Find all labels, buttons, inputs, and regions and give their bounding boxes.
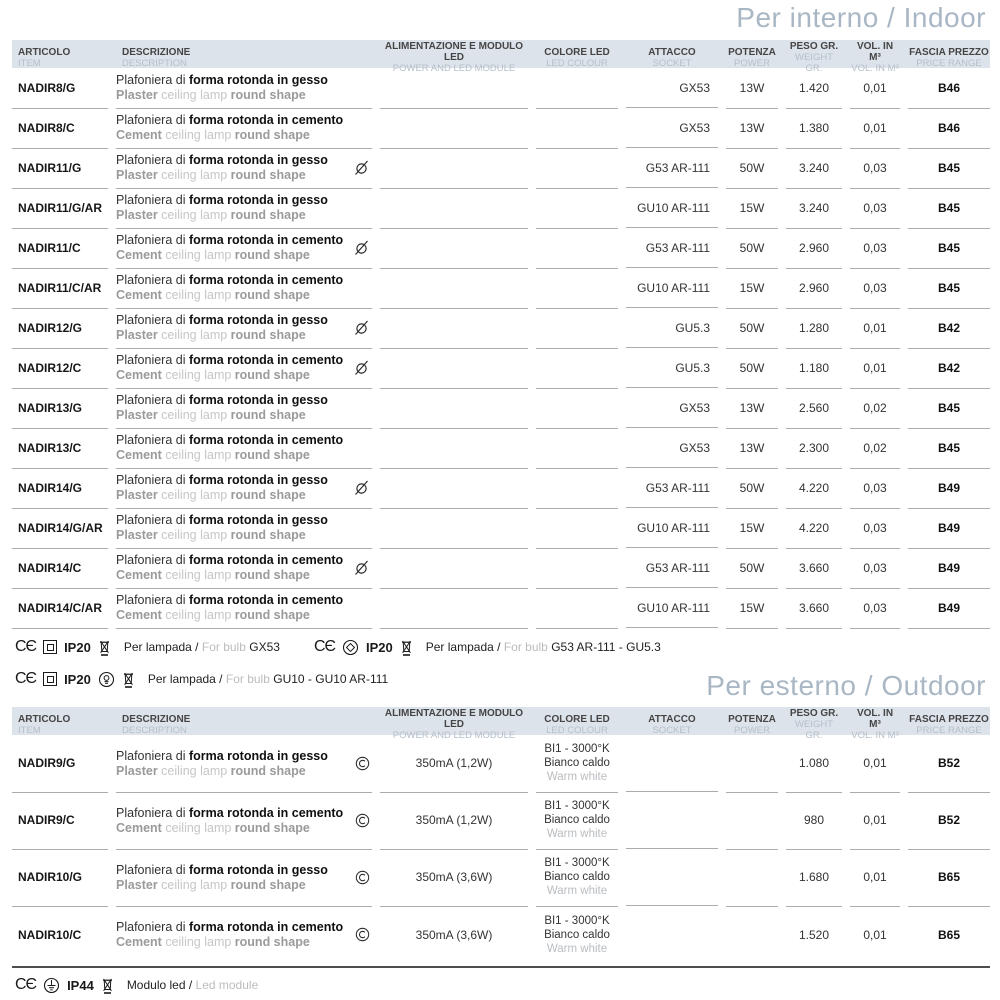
price-range: B45 [908, 188, 990, 229]
volume: 0,01 [850, 735, 900, 793]
led-colour-cell [536, 588, 618, 629]
led-colour-cell [536, 508, 618, 549]
col-header-peso: PESO GR. WEIGHT GR. [789, 708, 839, 741]
weight: 1.080 [786, 735, 842, 793]
led-colour-cell [536, 849, 618, 907]
socket: GU5.3 [626, 308, 718, 348]
socket [626, 906, 718, 963]
table-row [12, 735, 990, 792]
col-header-peso: PESO GR. WEIGHT GR. [789, 41, 839, 74]
description-cell: Plafoniera di forma rotonda in cemento Cement ceiling lamp round shape [116, 268, 372, 309]
col-header-descrizione: DESCRIZIONE DESCRIPTION [122, 46, 191, 69]
power: 50W [726, 348, 778, 389]
indoor-table [12, 40, 990, 628]
power: 13W [726, 68, 778, 109]
description-cell: Plafoniera di forma rotonda in gesso Plaster ceiling lamp round shape [116, 188, 372, 229]
weight: 1.280 [786, 308, 842, 349]
volume: 0,03 [850, 188, 900, 229]
col-header-fascia-prezzo: FASCIA PREZZO PRICE RANGE [909, 713, 989, 736]
description-cell: Plafoniera di forma rotonda in gesso Plaster ceiling lamp round shape [116, 308, 372, 349]
ip-rating: IP44 [67, 977, 94, 993]
description-cell: Plafoniera di forma rotonda in cemento Cement ceiling lamp round shape [116, 792, 372, 850]
table-row [12, 148, 990, 188]
power [726, 735, 778, 793]
note-text: Per lampada / For bulb G53 AR-111 - GU5.3 [425, 640, 661, 654]
description-cell: Plafoniera di forma rotonda in cemento Cement ceiling lamp round shape [116, 108, 372, 149]
led-colour-cell [536, 308, 618, 349]
indoor-notes-line-2 [15, 665, 388, 693]
socket: GU10 AR-111 [626, 268, 718, 308]
power-module [380, 348, 528, 389]
item-code: NADIR13/G [12, 388, 108, 429]
table-row [12, 308, 990, 348]
led-colour-cell [536, 428, 618, 469]
item-code: NADIR11/C [12, 228, 108, 269]
col-header-attacco: ATTACCO SOCKET [648, 46, 696, 69]
indoor-notes-line-1 [15, 633, 661, 661]
power-module: 350mA (3,6W) [415, 927, 493, 942]
ce-mark-icon: CЄ [15, 670, 37, 687]
power-module [380, 188, 528, 229]
led-colour-cell [536, 228, 618, 269]
table-row [12, 228, 990, 268]
weight: 1.520 [798, 927, 830, 942]
description-cell: Plafoniera di forma rotonda in cemento Cement ceiling lamp round shape [116, 228, 372, 269]
dimmable-icon [353, 239, 370, 256]
volume: 0,03 [850, 148, 900, 189]
led-module-icon [355, 927, 370, 942]
col-header-fascia-prezzo: FASCIA PREZZO PRICE RANGE [909, 46, 989, 69]
description-cell: Plafoniera di forma rotonda in gesso Plaster ceiling lamp round shape [116, 849, 372, 907]
table-row [12, 468, 990, 508]
weight: 1.680 [786, 849, 842, 907]
power-module [380, 308, 528, 349]
item-code: NADIR11/C/AR [12, 268, 108, 309]
power [726, 849, 778, 907]
power-module [380, 548, 528, 589]
power-module [380, 108, 528, 149]
outdoor-table-header [12, 707, 990, 741]
price-range: B45 [908, 428, 990, 469]
weight: 3.660 [786, 588, 842, 629]
outdoor-table [12, 707, 990, 963]
col-header-attacco: ATTACCO SOCKET [648, 713, 696, 736]
indoor-table-header [12, 40, 990, 74]
price-range: B49 [908, 588, 990, 629]
socket [626, 849, 718, 906]
weight: 2.960 [786, 268, 842, 309]
table-row [12, 68, 990, 108]
socket: GU5.3 [626, 348, 718, 388]
power-module [380, 68, 528, 109]
table-row [12, 588, 990, 628]
table-row [12, 108, 990, 148]
indoor-rows [12, 68, 990, 628]
weight: 3.660 [786, 548, 842, 589]
volume: 0,03 [850, 468, 900, 509]
ce-mark-icon: CЄ [15, 976, 37, 993]
description-cell: Plafoniera di forma rotonda in gesso Plaster ceiling lamp round shape [116, 148, 372, 189]
compliance-note [15, 976, 258, 994]
dimmable-icon [353, 559, 370, 576]
power: 15W [726, 588, 778, 629]
price-range: B46 [908, 68, 990, 109]
weight: 2.300 [786, 428, 842, 469]
col-header-colore-led: COLORE LED LED COLOUR [544, 46, 610, 69]
description-cell: Plafoniera di forma rotonda in cemento Cement ceiling lamp round shape [116, 428, 372, 469]
led-colour: BI1 - 3000°K Bianco caldo Warm white [544, 743, 610, 783]
led-colour-cell [536, 188, 618, 229]
socket: GU10 AR-111 [626, 588, 718, 628]
socket: GX53 [626, 68, 718, 108]
led-colour: BI1 - 3000°K Bianco caldo Warm white [544, 857, 610, 897]
weight: 1.180 [786, 348, 842, 389]
socket: GU10 AR-111 [626, 508, 718, 548]
section-title-indoor: Per interno / Indoor [736, 2, 986, 33]
volume: 0,01 [863, 927, 887, 942]
socket [626, 735, 718, 792]
power: 15W [726, 508, 778, 549]
power-module [380, 588, 528, 629]
led-colour: BI1 - 3000°K Bianco caldo Warm white [544, 800, 610, 840]
volume: 0,03 [850, 588, 900, 629]
volume: 0,03 [850, 228, 900, 269]
price-range: B45 [908, 228, 990, 269]
table-row [12, 508, 990, 548]
led-colour: BI1 - 3000°K Bianco caldo Warm white [544, 914, 610, 955]
power-module [380, 268, 528, 309]
description-cell: Plafoniera di forma rotonda in cemento Cement ceiling lamp round shape [116, 588, 372, 629]
led-colour-cell [536, 792, 618, 850]
item-code: NADIR11/G [12, 148, 108, 189]
volume: 0,02 [850, 388, 900, 429]
col-header-descrizione: DESCRIZIONE DESCRIPTION [122, 713, 191, 736]
led-colour-cell [536, 548, 618, 589]
table-row [12, 906, 990, 963]
class-ii-icon [43, 640, 57, 654]
compliance-note [15, 670, 388, 688]
power: 13W [726, 388, 778, 429]
weight: 3.240 [786, 148, 842, 189]
led-module-icon [355, 756, 370, 771]
volume: 0,02 [850, 428, 900, 469]
power-module [380, 508, 528, 549]
weee-bin-icon [122, 671, 135, 688]
item-code: NADIR14/C/AR [12, 588, 108, 629]
table-row [12, 792, 990, 849]
description-cell: Plafoniera di forma rotonda in gesso Plaster ceiling lamp round shape [116, 68, 372, 109]
led-colour-cell [536, 906, 618, 963]
earth-icon [43, 977, 60, 994]
led-colour-cell [536, 388, 618, 429]
price-range: B49 [908, 468, 990, 509]
item-code: NADIR14/C [12, 548, 108, 589]
power-module: 350mA (1,2W) [380, 735, 528, 793]
weee-bin-icon [101, 977, 114, 994]
power: 50W [726, 308, 778, 349]
table-row [12, 548, 990, 588]
socket: G53 AR-111 [626, 148, 718, 188]
price-range: B49 [908, 508, 990, 549]
section-title-outdoor: Per esterno / Outdoor [706, 670, 986, 701]
item-code: NADIR10/G [12, 849, 108, 907]
volume: 0,01 [850, 308, 900, 349]
power [726, 792, 778, 850]
col-header-articolo: ARTICOLO ITEM [18, 713, 71, 736]
led-colour-cell [536, 108, 618, 149]
note-text: Per lampada / For bulb GX53 [123, 640, 280, 654]
price-range: B45 [908, 268, 990, 309]
col-header-colore-led: COLORE LED LED COLOUR [544, 713, 610, 736]
weight: 3.240 [786, 188, 842, 229]
price-range: B45 [908, 388, 990, 429]
power-module [380, 468, 528, 509]
led-module-icon [355, 870, 370, 885]
led-module-icon [355, 813, 370, 828]
price-range: B65 [937, 927, 960, 942]
dimmable-icon [353, 159, 370, 176]
volume: 0,03 [850, 508, 900, 549]
power: 50W [726, 228, 778, 269]
note-text: Modulo led / Led module [126, 978, 259, 992]
led-colour-cell [536, 735, 618, 793]
description-cell: Plafoniera di forma rotonda in cemento Cement ceiling lamp round shape [116, 548, 372, 589]
power-module [380, 148, 528, 189]
compliance-note [15, 638, 280, 656]
item-code: NADIR9/G [12, 735, 108, 793]
description-cell: Plafoniera di forma rotonda in gesso Plaster ceiling lamp round shape [116, 508, 372, 549]
compliance-note [314, 638, 661, 656]
col-header-potenza: POTENZA POWER [728, 46, 776, 69]
weee-bin-icon [98, 639, 111, 656]
led-colour-cell [536, 348, 618, 389]
item-code: NADIR12/C [12, 348, 108, 389]
description-cell: Plafoniera di forma rotonda in cemento Cement ceiling lamp round shape [116, 348, 372, 389]
item-code: NADIR14/G/AR [12, 508, 108, 549]
item-code: NADIR13/C [12, 428, 108, 469]
socket: G53 AR-111 [626, 548, 718, 588]
volume: 0,01 [850, 792, 900, 850]
power-module [380, 388, 528, 429]
table-row [12, 849, 990, 906]
led-colour-cell [536, 68, 618, 109]
volume: 0,01 [850, 348, 900, 389]
table-row [12, 348, 990, 388]
power-module: 350mA (3,6W) [380, 849, 528, 907]
price-range: B42 [908, 348, 990, 389]
bottom-divider [12, 966, 990, 968]
outdoor-note-line [15, 972, 258, 998]
weee-bin-icon [400, 639, 413, 656]
weight: 1.380 [786, 108, 842, 149]
power: 15W [726, 268, 778, 309]
price-range: B52 [908, 735, 990, 793]
table-row [12, 268, 990, 308]
weight: 2.560 [786, 388, 842, 429]
col-header-alimentazione: ALIMENTAZIONE E MODULO LED POWER AND LED MODULE [384, 708, 524, 741]
socket: GX53 [626, 108, 718, 148]
power-module [380, 228, 528, 269]
volume: 0,03 [850, 268, 900, 309]
socket: G53 AR-111 [626, 228, 718, 268]
description-cell: Plafoniera di forma rotonda in gesso Plaster ceiling lamp round shape [116, 735, 372, 793]
led-colour-cell [536, 268, 618, 309]
volume: 0,01 [850, 68, 900, 109]
power-module [380, 428, 528, 469]
power-module: 350mA (1,2W) [380, 792, 528, 850]
ip-rating: IP20 [64, 639, 91, 655]
col-header-articolo: ARTICOLO ITEM [18, 46, 71, 69]
weight: 4.220 [786, 468, 842, 509]
table-row [12, 188, 990, 228]
col-header-alimentazione: ALIMENTAZIONE E MODULO LED POWER AND LED MODULE [384, 41, 524, 74]
power: 13W [726, 428, 778, 469]
description-cell: Plafoniera di forma rotonda in gesso Plaster ceiling lamp round shape [116, 388, 372, 429]
self-shielded-lamp-icon [98, 671, 115, 688]
volume: 0,03 [850, 548, 900, 589]
power: 13W [726, 108, 778, 149]
socket: GX53 [626, 428, 718, 468]
dimmable-icon [353, 319, 370, 336]
table-row [12, 428, 990, 468]
volume: 0,01 [850, 108, 900, 149]
socket: GU10 AR-111 [626, 188, 718, 228]
weight: 4.220 [786, 508, 842, 549]
class-ii-icon [43, 672, 57, 686]
ce-mark-icon: CЄ [15, 638, 37, 655]
outdoor-rows [12, 735, 990, 963]
price-range: B65 [908, 849, 990, 907]
price-range: B45 [908, 148, 990, 189]
power: 50W [726, 148, 778, 189]
price-range: B52 [908, 792, 990, 850]
dimmable-icon [353, 479, 370, 496]
ce-mark-icon: CЄ [313, 638, 335, 655]
item-code: NADIR10/C [18, 927, 82, 942]
item-code: NADIR12/G [12, 308, 108, 349]
ip-rating: IP20 [366, 639, 393, 655]
power: 50W [726, 468, 778, 509]
socket [626, 792, 718, 849]
description-cell: Plafoniera di forma rotonda in gesso Plaster ceiling lamp round shape [116, 468, 372, 509]
item-code: NADIR8/G [12, 68, 108, 109]
volume: 0,01 [850, 849, 900, 907]
power: 15W [726, 188, 778, 229]
price-range: B49 [908, 548, 990, 589]
weight: 980 [786, 792, 842, 850]
col-header-volume: VOL. IN M³ VOL. IN M³ [851, 708, 899, 741]
col-header-potenza: POTENZA POWER [728, 713, 776, 736]
item-code: NADIR14/G [12, 468, 108, 509]
price-range: B46 [908, 108, 990, 149]
power: 50W [726, 548, 778, 589]
dimmable-icon [353, 359, 370, 376]
price-range: B42 [908, 308, 990, 349]
item-code: NADIR9/C [12, 792, 108, 850]
built-in-transformer-icon [342, 639, 359, 656]
led-colour-cell [536, 148, 618, 189]
weight: 1.420 [786, 68, 842, 109]
col-header-volume: VOL. IN M³ VOL. IN M³ [851, 41, 899, 74]
led-colour-cell [536, 468, 618, 509]
power [726, 906, 778, 963]
note-text: Per lampada / For bulb GU10 - GU10 AR-111 [147, 672, 389, 686]
socket: GX53 [626, 388, 718, 428]
item-code: NADIR11/G/AR [12, 188, 108, 229]
table-row [12, 388, 990, 428]
ip-rating: IP20 [64, 671, 91, 687]
description-cell: Plafoniera di forma rotonda in cemento Cement ceiling lamp round shape [116, 906, 372, 963]
socket: G53 AR-111 [626, 468, 718, 508]
weight: 2.960 [786, 228, 842, 269]
item-code: NADIR8/C [12, 108, 108, 149]
